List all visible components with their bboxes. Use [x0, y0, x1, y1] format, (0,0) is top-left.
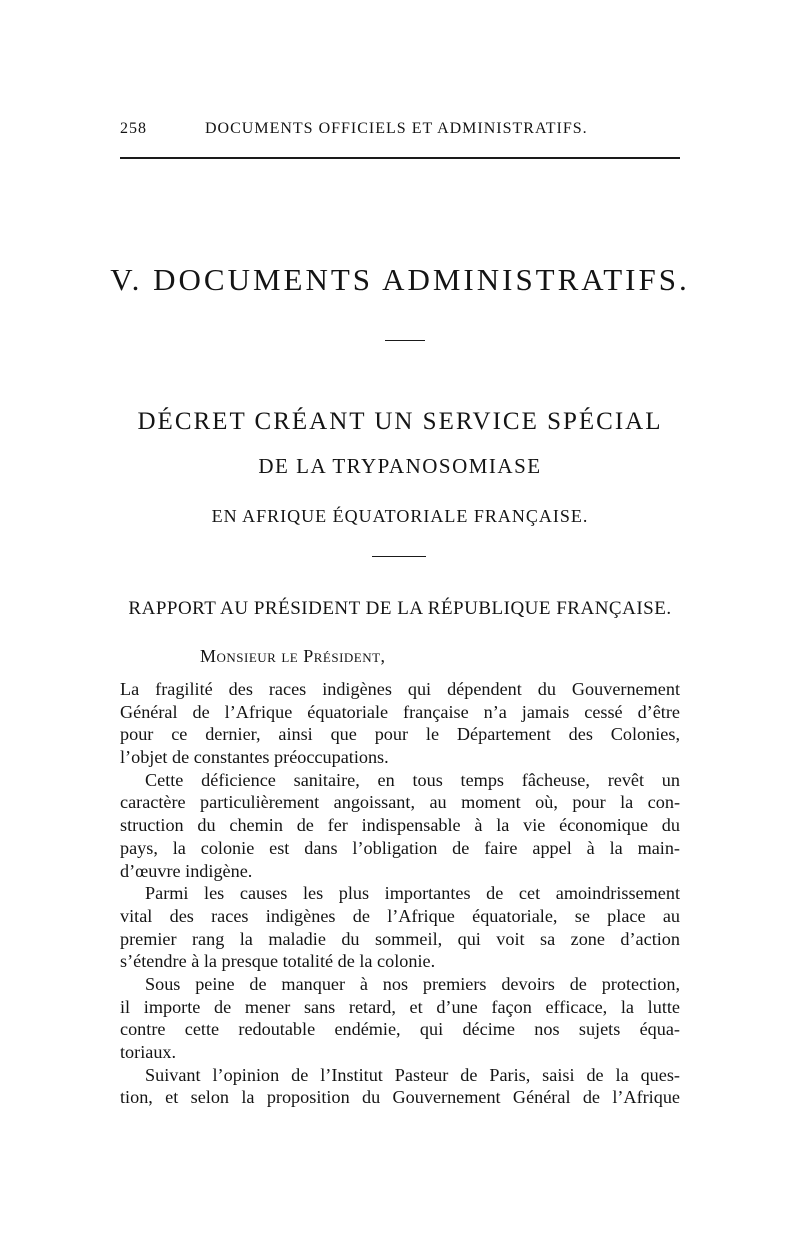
body-line: l’objet de constantes préoccupations. [120, 747, 389, 768]
body-line: s’étendre à la presque totalité de la colonie. [120, 951, 436, 972]
salutation: Monsieur le Président, [200, 646, 386, 666]
section-title: V. DOCUMENTS ADMINISTRATIFS. [110, 262, 690, 297]
running-header [120, 120, 680, 142]
body-line: tion, et selon la proposition du Gouvernement Général de l’Afrique [120, 1087, 680, 1108]
body-line: struction du chemin de fer indispensable à la vie économique du [120, 815, 680, 836]
section-divider [385, 340, 425, 341]
body-line: premier rang la maladie du sommeil, qui voit sa zone d’action [120, 928, 680, 949]
header-rule [120, 157, 680, 159]
body-line: Cette déficience sanitaire, en tous temps fâcheuse, revêt un [145, 769, 680, 790]
body-line: Parmi les causes les plus importantes de cet amoindrissement [145, 883, 680, 904]
body-line: pour ce dernier, ainsi que pour le Département des Colonies, [120, 724, 680, 745]
body-line: vital des races indigènes de l’Afrique équatoriale, se place au [120, 905, 680, 926]
decree-divider [372, 556, 426, 557]
report-body [120, 678, 680, 1109]
report-heading: RAPPORT AU PRÉSIDENT DE LA RÉPUBLIQUE FRANÇAISE. [128, 598, 672, 619]
body-line: toriaux. [120, 1042, 177, 1062]
body-line: Général de l’Afrique équatoriale française n’a jamais cessé d’être [120, 701, 680, 722]
body-line: caractère particulièrement angoissant, au moment où, pour la con- [120, 792, 680, 813]
running-title: DOCUMENTS OFFICIELS ET ADMINISTRATIFS. [205, 120, 588, 137]
decree-title-line-3: EN AFRIQUE ÉQUATORIALE FRANÇAISE. [211, 506, 589, 526]
body-line: Suivant l’opinion de l’Institut Pasteur de Paris, saisi de la ques- [145, 1064, 680, 1085]
body-line: contre cette redoutable endémie, qui décime nos sujets équa- [120, 1019, 680, 1040]
body-line: il importe de mener sans retard, et d’une façon efficace, la lutte [120, 996, 680, 1017]
body-line: d’œuvre indigène. [120, 860, 253, 881]
body-line: Sous peine de manquer à nos premiers devoirs de protection, [145, 973, 680, 994]
body-line: pays, la colonie est dans l’obligation de faire appel à la main- [120, 837, 680, 858]
decree-title-line-2: DE LA TRYPANOSOMIASE [258, 454, 542, 478]
page-number: 258 [120, 120, 147, 137]
body-line: La fragilité des races indigènes qui dépendent du Gouvernement [120, 679, 680, 699]
decree-title-line-1: DÉCRET CRÉANT UN SERVICE SPÉCIAL [137, 408, 663, 435]
